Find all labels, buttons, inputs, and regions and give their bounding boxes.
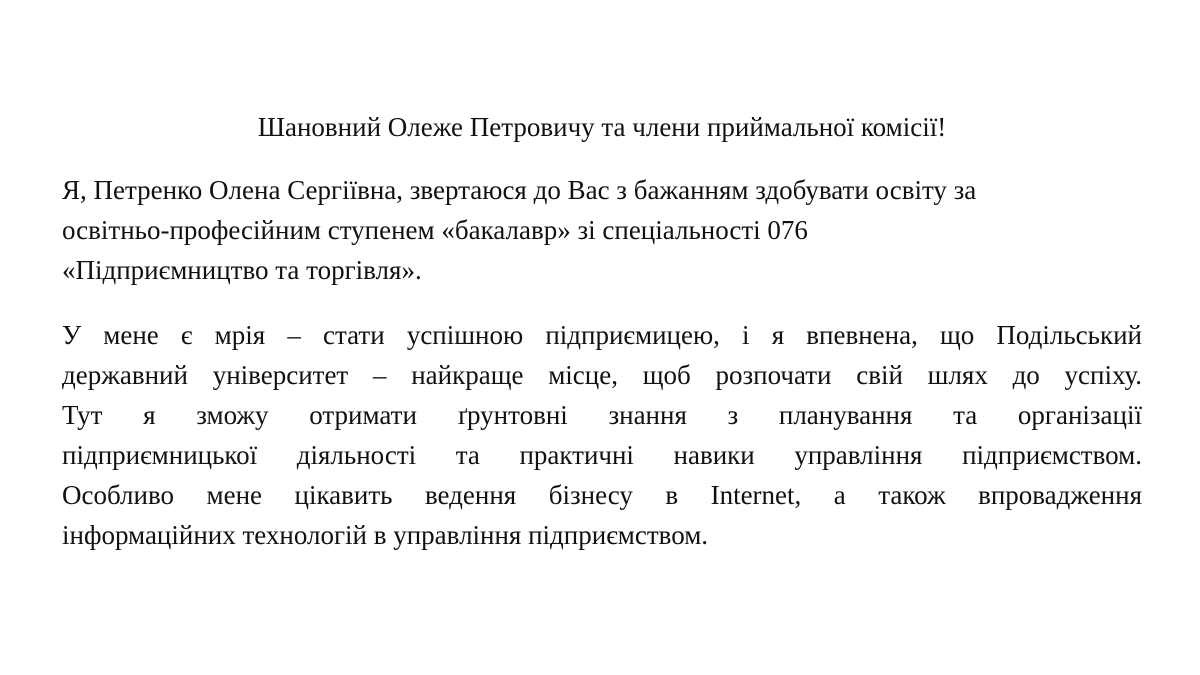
paragraph-intro: [62, 170, 1142, 290]
paragraph-line: інформаційних технологій в управління підприємством.: [62, 520, 709, 550]
letter-salutation: Шановний Олеже Петровичу та члени приймальної комісії!: [257, 112, 947, 142]
paragraph-motivation: [62, 315, 1142, 555]
paragraph-line: державний університет – найкраще місце, щоб розпочати свій шлях до успіху.: [62, 360, 1142, 390]
paragraph-line: підприємницької діяльності та практичні навики управління підприємством.: [62, 440, 1142, 470]
paragraph-line: Я, Петренко Олена Сергіївна, звертаюся до Вас з бажанням здобувати освіту за: [62, 175, 977, 205]
paragraph-line: Тут я зможу отримати ґрунтовні знання з планування та організації: [62, 400, 1142, 430]
paragraph-line: Особливо мене цікавить ведення бізнесу в Internet, а також впровадження: [62, 480, 1142, 510]
paragraph-line: У мене є мрія – стати успішною підприємицею, і я впевнена, що Подільський: [62, 320, 1142, 350]
paragraph-line: освітньо-професійним ступенем «бакалавр» зі спеціальності 076: [62, 215, 808, 245]
paragraph-line: «Підприємництво та торгівля».: [62, 255, 422, 285]
